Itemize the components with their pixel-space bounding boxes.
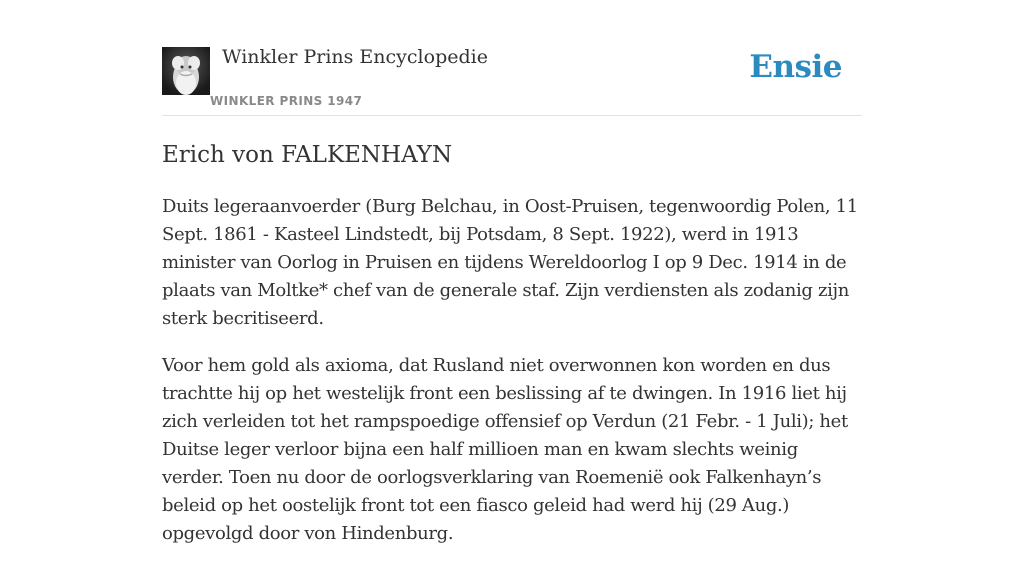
article	[162, 138, 862, 567]
edition-label: WINKLER PRINS 1947	[210, 94, 363, 108]
ensie-logo[interactable]: Ensie	[749, 49, 842, 85]
portrait-image	[162, 47, 210, 95]
author-avatar[interactable]	[162, 47, 210, 95]
site-header	[162, 45, 862, 116]
article-title: Erich von FALKENHAYN	[162, 142, 453, 168]
article-paragraph: Duits legeraanvoerder (Burg Belchau, in Oost-Pruisen, tegenwoordig Polen, 11 Sept. 1861 - Kasteel Lindstedt, bij Potsdam, 8 Sept. 1922), werd in 1913 minister van Oorlog in Pruisen en tijdens Wereldoorlog I op 9 Dec. 1914 in de plaats van Moltke* chef van de generale staf. Zijn verdiensten als zodanig zijn sterk becritiseerd.	[162, 196, 858, 329]
site-title-link[interactable]: Winkler Prins Encyclopedie	[222, 46, 488, 68]
article-paragraph: Voor hem gold als axioma, dat Rusland niet overwonnen kon worden en dus trachtte hij op het westelijk front een beslissing af te dwingen. In 1916 liet hij zich verleiden tot het rampspoedige offensief op Verdun (21 Febr. - 1 Juli); het Duitse leger verloor bijna een half millioen man en kwam slechts weinig verder. Toen nu door de oorlogsverklaring van Roemenië ook Falkenhayn’s beleid op het oostelijk front tot een fiasco geleid had werd hij (29 Aug.) opgevolgd door von Hindenburg.	[162, 355, 848, 544]
